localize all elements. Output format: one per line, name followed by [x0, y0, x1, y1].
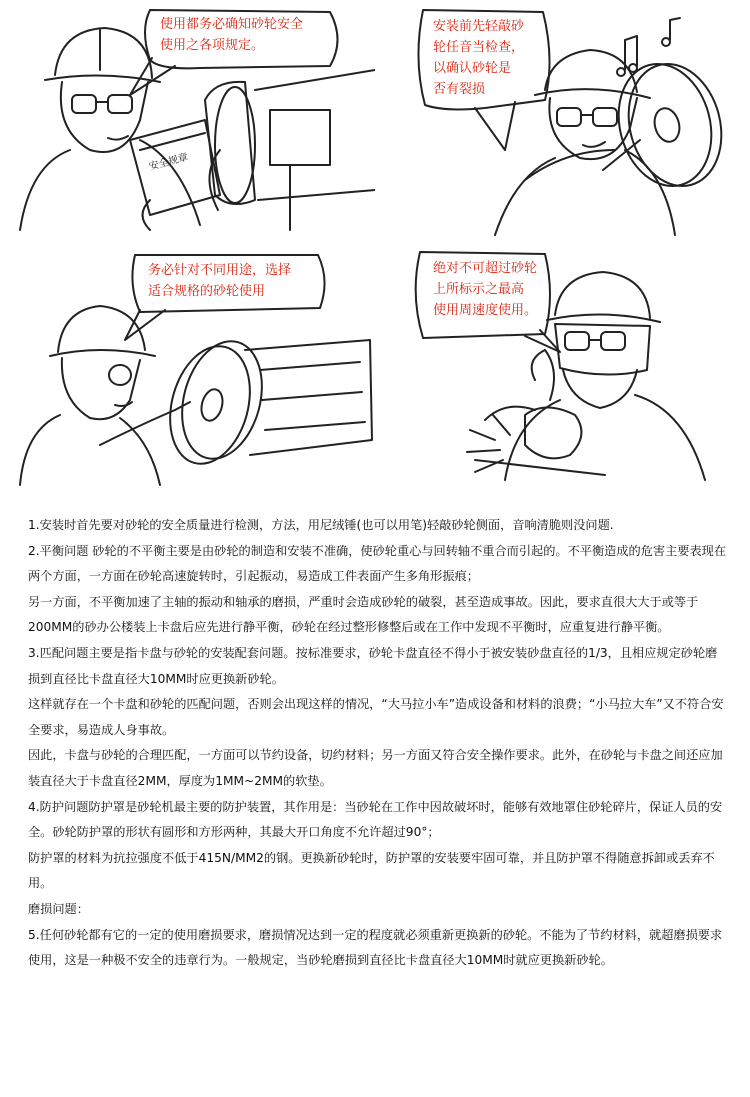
paragraph-3-matching-cont: 这样就存在一个卡盘和砂轮的匹配问题，否则会出现这样的情况，“大马拉小车”造成设备和材料的浪费；“小马拉大车”又不符合安全要求，易造成人身事故。 — [28, 697, 724, 737]
heading-wear-issue: 磨损问题： — [28, 901, 89, 916]
paragraph-4-guard: 4.防护问题防护罩是砂轮机最主要的防护装置，其作用是：当砂轮在工作中因故破坏时，能够有效地罩住砂轮碎片，保证人员的安全。砂轮防护罩的形状有圆形和方形两种，其最大开口角度不允许超过90°； — [28, 799, 723, 840]
safety-instructions-text — [28, 513, 728, 974]
paragraph-3-matching-note: 因此，卡盘与砂轮的合理匹配，一方面可以节约设备，切约材料；另一方面又符合安全操作要求。此外，在砂轮与卡盘之间还应加装直径大于卡盘直径2MM，厚度为1MM~2MM的软垫。 — [28, 748, 723, 788]
worker-tapping-wheel-drawing — [375, 0, 750, 240]
paragraph-2-balance: 2.平衡问题 砂轮的不平衡主要是由砂轮的制造和安装不准确，使砂轮重心与回转轴不重合而引起的。不平衡造成的危害主要表现在两个方面，一方面在砂轮高速旋转时，引起振动，易造成工件表面产生多角形振痕； — [28, 543, 727, 584]
paragraph-3-matching: 3.匹配问题主要是指卡盘与砂轮的安装配套问题。按标准要求，砂轮卡盘直径不得小于被安装砂盘直径的1/3，且相应规定砂轮磨损到直径比卡盘直径大10MM时应更换新砂轮。 — [28, 645, 718, 686]
illustration-panel-tap-test — [375, 0, 750, 240]
booklet-label: 安全规章 — [147, 151, 190, 173]
caption-safety-rules: 使用都务必确知砂轮安全 使用之各项规定。 — [160, 17, 304, 53]
paragraph-1-inspection: 1.安装时首先要对砂轮的安全质量进行检测，方法，用尼绒锤(也可以用笔)轻敲砂轮侧面，音响清脆则没问题. — [28, 518, 614, 532]
paragraph-4-guard-cont: 防护罩的材料为抗拉强度不低于415N/MM2的钢。更换新砂轮时，防护罩的安装要牢固可靠，并且防护罩不得随意拆卸或丢弃不用。 — [28, 850, 715, 891]
paragraph-2-balance-cont: 另一方面，不平衡加速了主轴的振动和轴承的磨损，严重时会造成砂轮的破裂，甚至造成事故。因此，要求直很大大于或等于200MM的砂办公楼装上卡盘后应先进行静平衡，砂轮在经过整形修整后或在工作中发现不平衡时，应重复进行静平衡。 — [28, 594, 699, 635]
caption-choose-spec: 务必针对不同用途，选择 适合规格的砂轮使用 — [148, 263, 292, 299]
illustration-panel-safety-rules — [0, 0, 375, 240]
caption-max-speed: 绝对不可超过砂轮 上所标示之最高 使用周速度使用。 — [433, 261, 538, 318]
worker-grinding-with-shield-drawing — [375, 240, 750, 490]
paragraph-5-wear: 5.任何砂轮都有它的一定的使用磨损要求，磨损情况达到一定的程度就必须重新更换新的砂轮。不能为了节约材料，就超磨损要求使用，这是一种极不安全的违章行为。一般规定，当砂轮磨损到直径比卡盘直径大10MM时就应更换新砂轮。 — [28, 927, 723, 968]
illustration-panel-choose-spec — [0, 240, 375, 490]
caption-tap-test: 安装前先轻敲砂 轮任音当检查， 以确认砂轮是 否有裂损 — [433, 19, 525, 97]
illustration-panel-max-speed — [375, 240, 750, 490]
